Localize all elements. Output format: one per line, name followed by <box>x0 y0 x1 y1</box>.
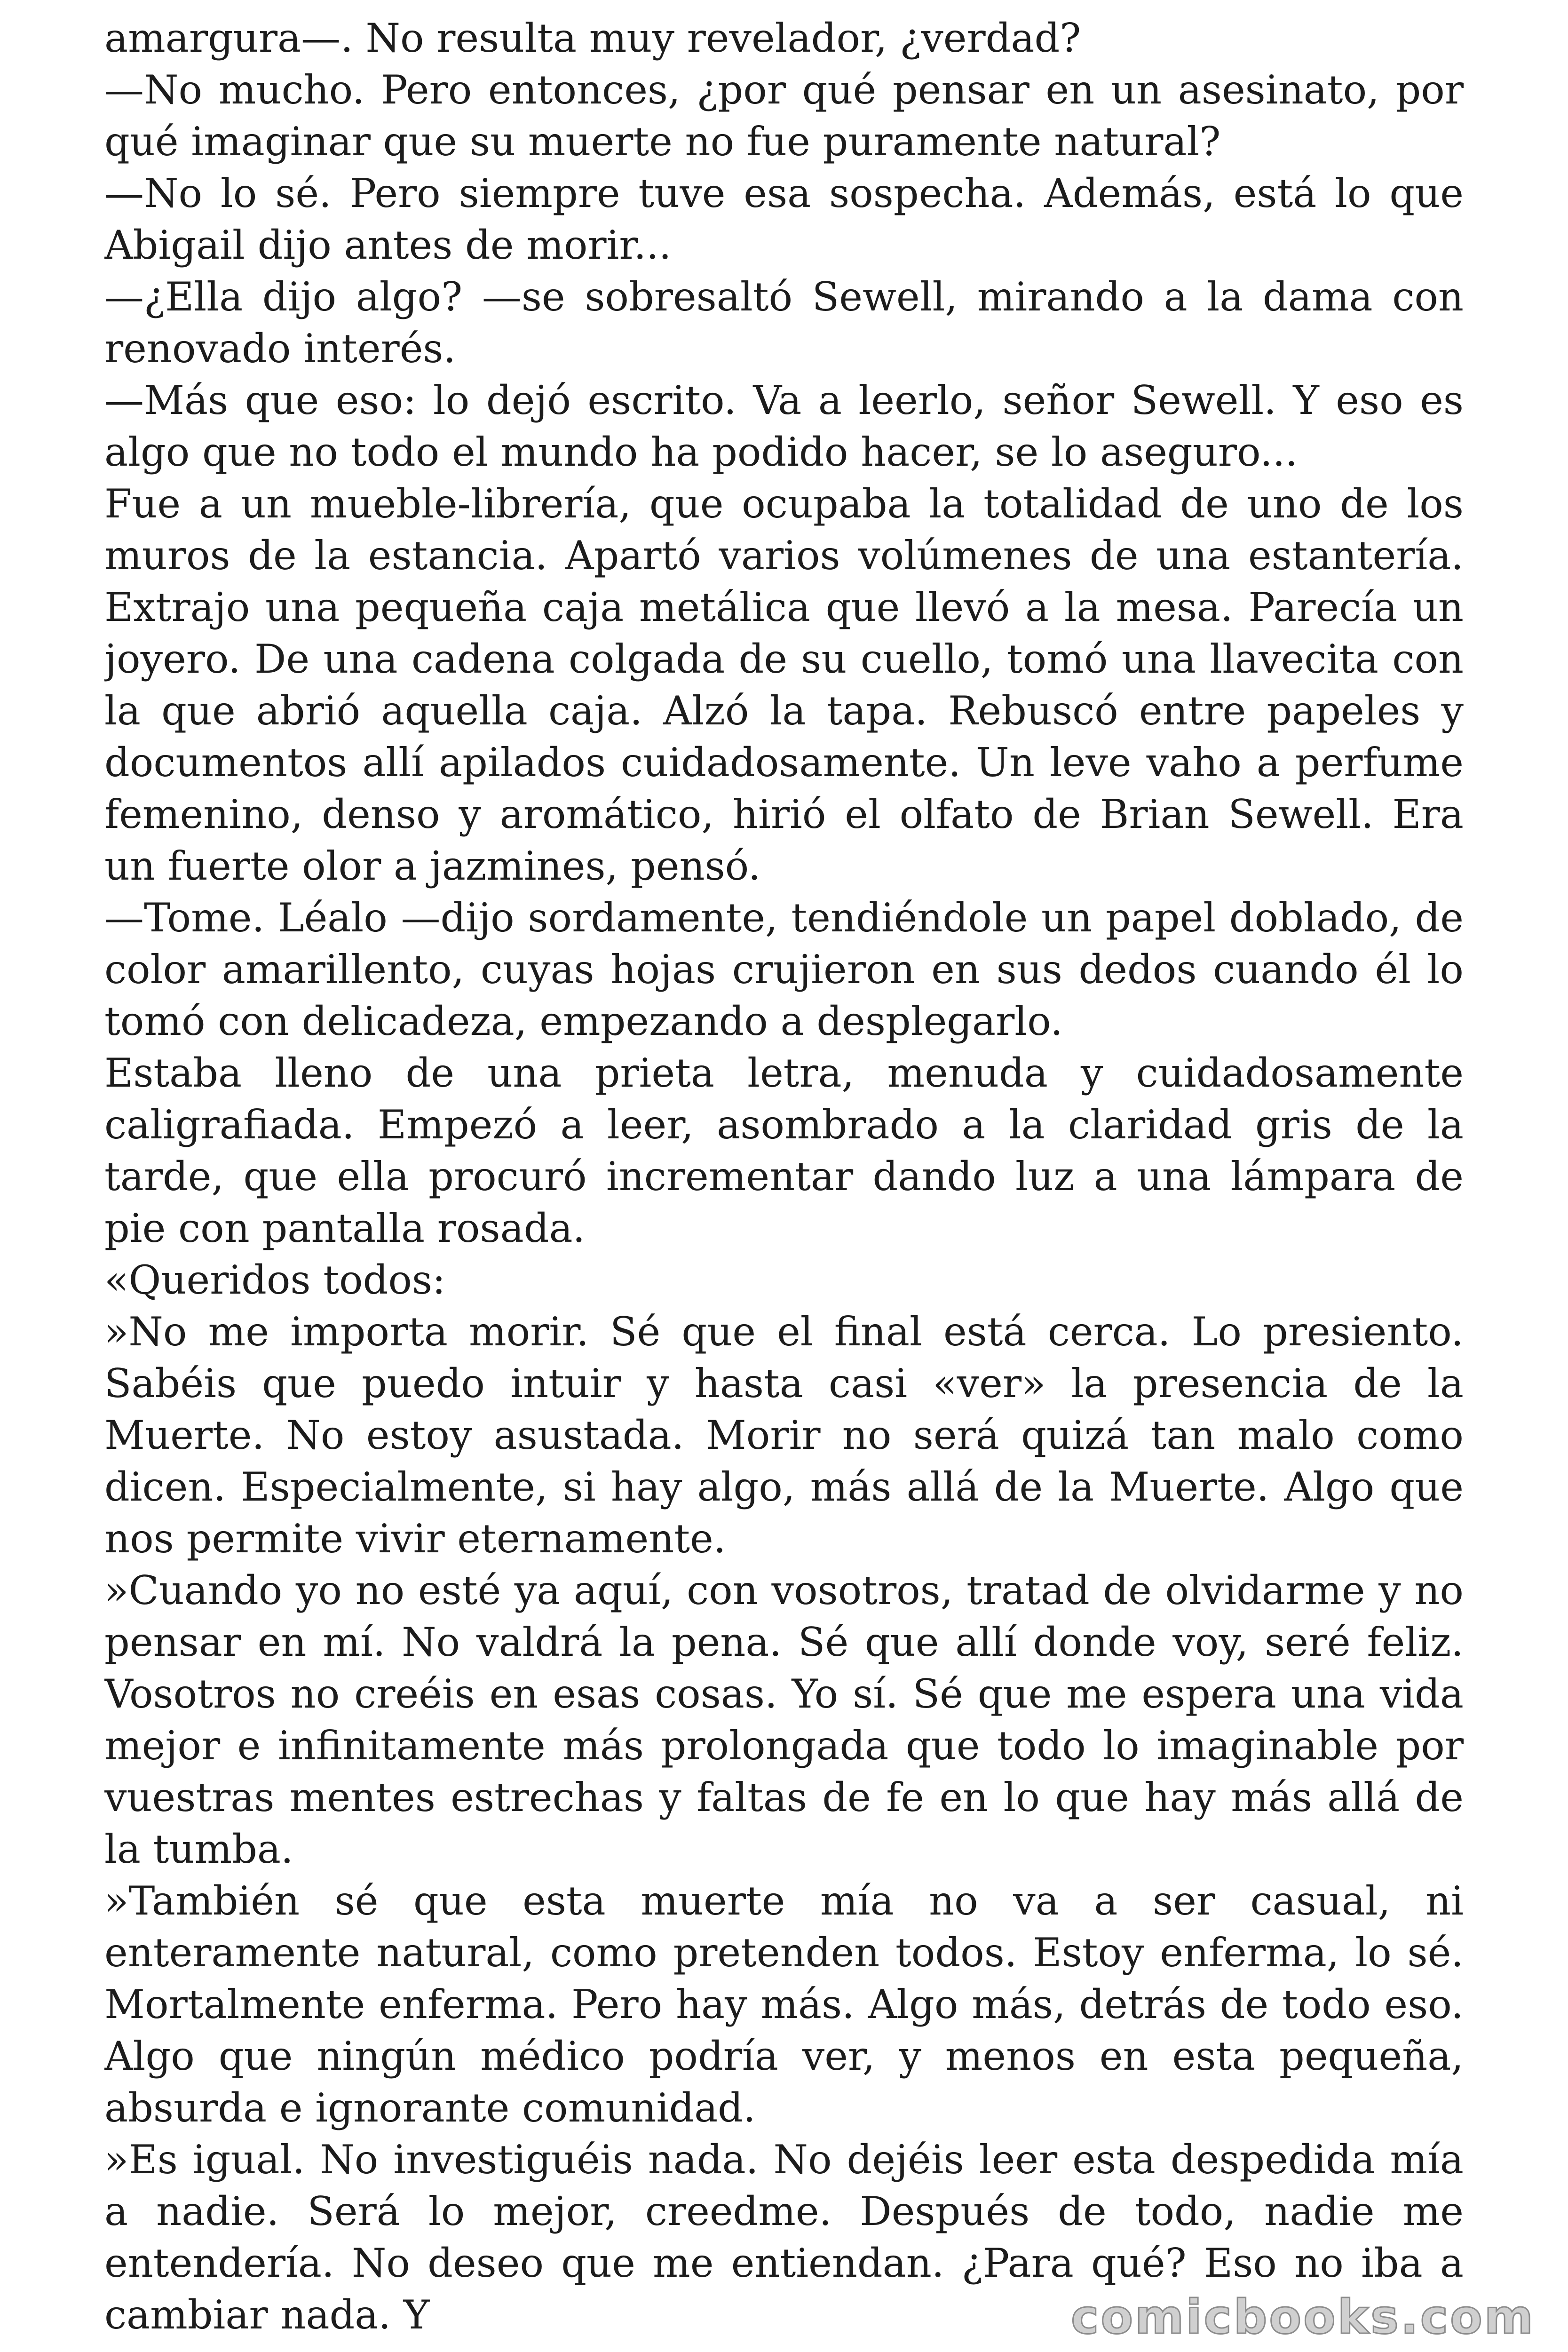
paragraph: —Más que eso: lo dejó escrito. Va a leerlo, señor Sewell. Y eso es algo que no todo el mundo ha podido hacer, se lo aseguro... <box>104 377 1464 475</box>
paragraph: amargura—. No resulta muy revelador, ¿verdad? <box>104 15 1081 61</box>
paragraph: —¿Ella dijo algo? —se sobresaltó Sewell, mirando a la dama con renovado interés. <box>104 274 1464 372</box>
paragraph: »Cuando yo no esté ya aquí, con vosotros, tratad de olvidarme y no pensar en mí. No valdrá la pena. Sé que allí donde voy, seré feliz. Vosotros no creéis en esas cosas. Yo sí. Sé que me espera una vida mejor e infinitamente más prolongada que todo lo imaginable por vuestras mentes estrechas y faltas de fe en lo que hay más allá de la tumba. <box>104 1567 1464 1872</box>
paragraph: »Es igual. No investiguéis nada. No dejéis leer esta despedida mía a nadie. Será lo mejor, creedme. Después de todo, nadie me entendería. No deseo que me entiendan. ¿Para qué? Eso no iba a cambiar nada. Y <box>104 2137 1464 2338</box>
paragraph: »También sé que esta muerte mía no va a ser casual, ni enteramente natural, como pretenden todos. Estoy enferma, lo sé. Mortalmente enferma. Pero hay más. Algo más, detrás de todo eso. Algo que ningún médico podría ver, y menos en esta pequeña, absurda e ignorante comunidad. <box>104 1878 1464 2131</box>
book-page <box>104 12 1464 2345</box>
paragraph: »No me importa morir. Sé que el final está cerca. Lo presiento. Sabéis que puedo intuir y hasta casi «ver» la presencia de la Muerte. No estoy asustada. Morir no será quizá tan malo como dicen. Especialmente, si hay algo, más allá de la Muerte. Algo que nos permite vivir eternamente. <box>104 1309 1464 1562</box>
paragraph: —Tome. Léalo —dijo sordamente, tendiéndole un papel doblado, de color amarillento, cuyas hojas crujieron en sus dedos cuando él lo tomó con delicadeza, empezando a desplegarlo. <box>104 895 1464 1044</box>
watermark: comicbooks.com <box>1071 2289 1535 2344</box>
paragraph: Estaba lleno de una prieta letra, menuda y cuidadosamente caligrafiada. Empezó a leer, asombrado a la claridad gris de la tarde, que ella procuró incrementar dando luz a una lámpara de pie con pantalla rosada. <box>104 1050 1464 1251</box>
paragraph: —No mucho. Pero entonces, ¿por qué pensar en un asesinato, por qué imaginar que su muerte no fue puramente natural? <box>104 67 1464 165</box>
paragraph: «Queridos todos: <box>104 1257 446 1303</box>
paragraph: Fue a un mueble-librería, que ocupaba la totalidad de uno de los muros de la estancia. Apartó varios volúmenes de una estantería. Extrajo una pequeña caja metálica que llevó a la mesa. Parecía un joyero. De una cadena colgada de su cuello, tomó una llavecita con la que abrió aquella caja. Alzó la tapa. Rebuscó entre papeles y documentos allí apilados cuidadosamente. Un leve vaho a perfume femenino, denso y aromático, hirió el olfato de Brian Sewell. Era un fuerte olor a jazmines, pensó. <box>104 481 1464 889</box>
paragraph: —No lo sé. Pero siempre tuve esa sospecha. Además, está lo que Abigail dijo antes de morir... <box>104 170 1464 268</box>
